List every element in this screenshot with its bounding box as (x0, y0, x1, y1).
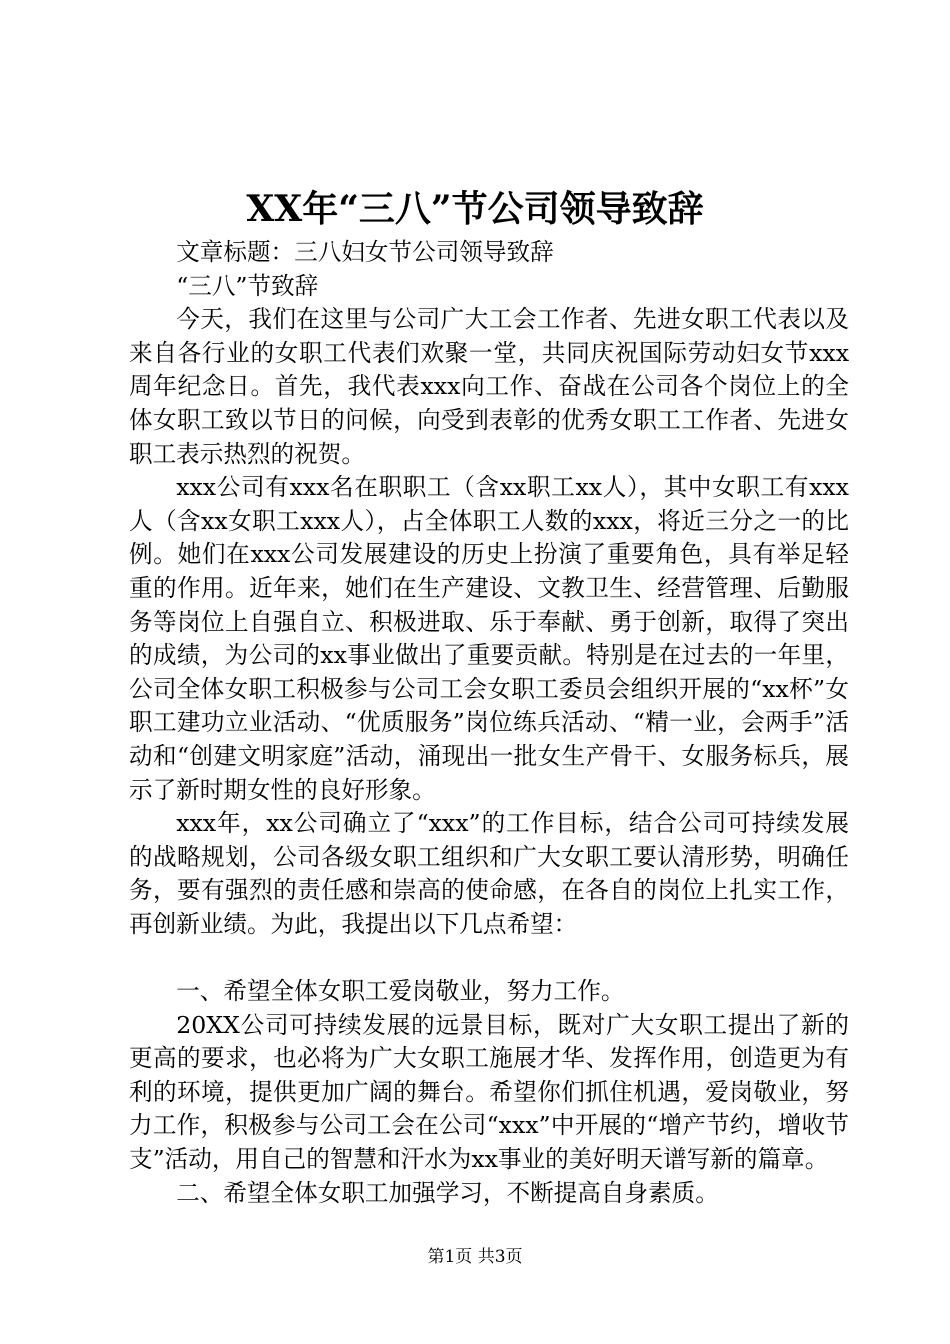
section-heading-2: 二、希望全体女职工加强学习，不断提高自身素质。 (176, 1178, 719, 1207)
paragraph-section-1: 20XX公司可持续发展的远景目标，既对广大女职工提出了新的更高的要求，也必将为广大女职工施展才华、发挥作用，创造更为有利的环境，提供更加广阔的舞台。希望你们抓住机遇，爱岗敬业，努力工作，积极参与公司工会在公司“xxx”中开展的“增产节约，增收节支”活动，用自己的智慧和汗水为xx事业的美好明天谱写新的篇章。 (129, 1010, 849, 1174)
paragraph-goals: xxx年，xx公司确立了“xxx”的工作目标，结合公司可持续发展的战略规划，公司各级女职工组织和广大女职工要认清形势，明确任务，要有强烈的责任感和崇高的使命感，在各自的岗位上扎实工作，再创新业绩。为此，我提出以下几点希望： (129, 809, 849, 938)
paragraph-staff-overview: xxx公司有xxx名在职职工（含xx职工xx人），其中女职工有xxx人（含xx女职工xxx人），占全体职工人数的xxx，将近三分之一的比例。她们在xxx公司发展建设的历史上扮演了重要角色，具有举足轻重的作用。近年来，她们在生产建设、文教卫生、经营管理、后勤服务等岗位上自强自立、积极进取、乐于奉献、勇于创新，取得了突出的成绩，为公司的xx事业做出了重要贡献。特别是在过去的一年里，公司全体女职工积极参与公司工会女职工委员会组织开展的“xx杯”女职工建功立业活动、“优质服务”岗位练兵活动、“精一业，会两手”活动和“创建文明家庭”活动，涌现出一批女生产骨干、女服务标兵，展示了新时期女性的良好形象。 (129, 473, 849, 804)
article-title-line: 文章标题：三八妇女节公司领导致辞 (176, 238, 554, 266)
section-heading-1: 一、希望全体女职工爱岗敬业，努力工作。 (176, 977, 625, 1006)
paragraph-opening: 今天，我们在这里与公司广大工会工作者、先进女职工代表以及来自各行业的女职工代表们欢聚一堂，共同庆祝国际劳动妇女节xxx周年纪念日。首先，我代表xxx向工作、奋战在公司各个岗位上的全体女职工致以节日的问候，向受到表彰的优秀女职工工作者、先进女职工表示热烈的祝贺。 (129, 305, 849, 468)
speech-heading: “三八”节致辞 (176, 271, 319, 300)
document-body (129, 236, 849, 1210)
document-title: XX年“三八”节公司领导致辞 (246, 188, 704, 230)
page-footer: 第1页 共3页 (427, 1247, 523, 1267)
